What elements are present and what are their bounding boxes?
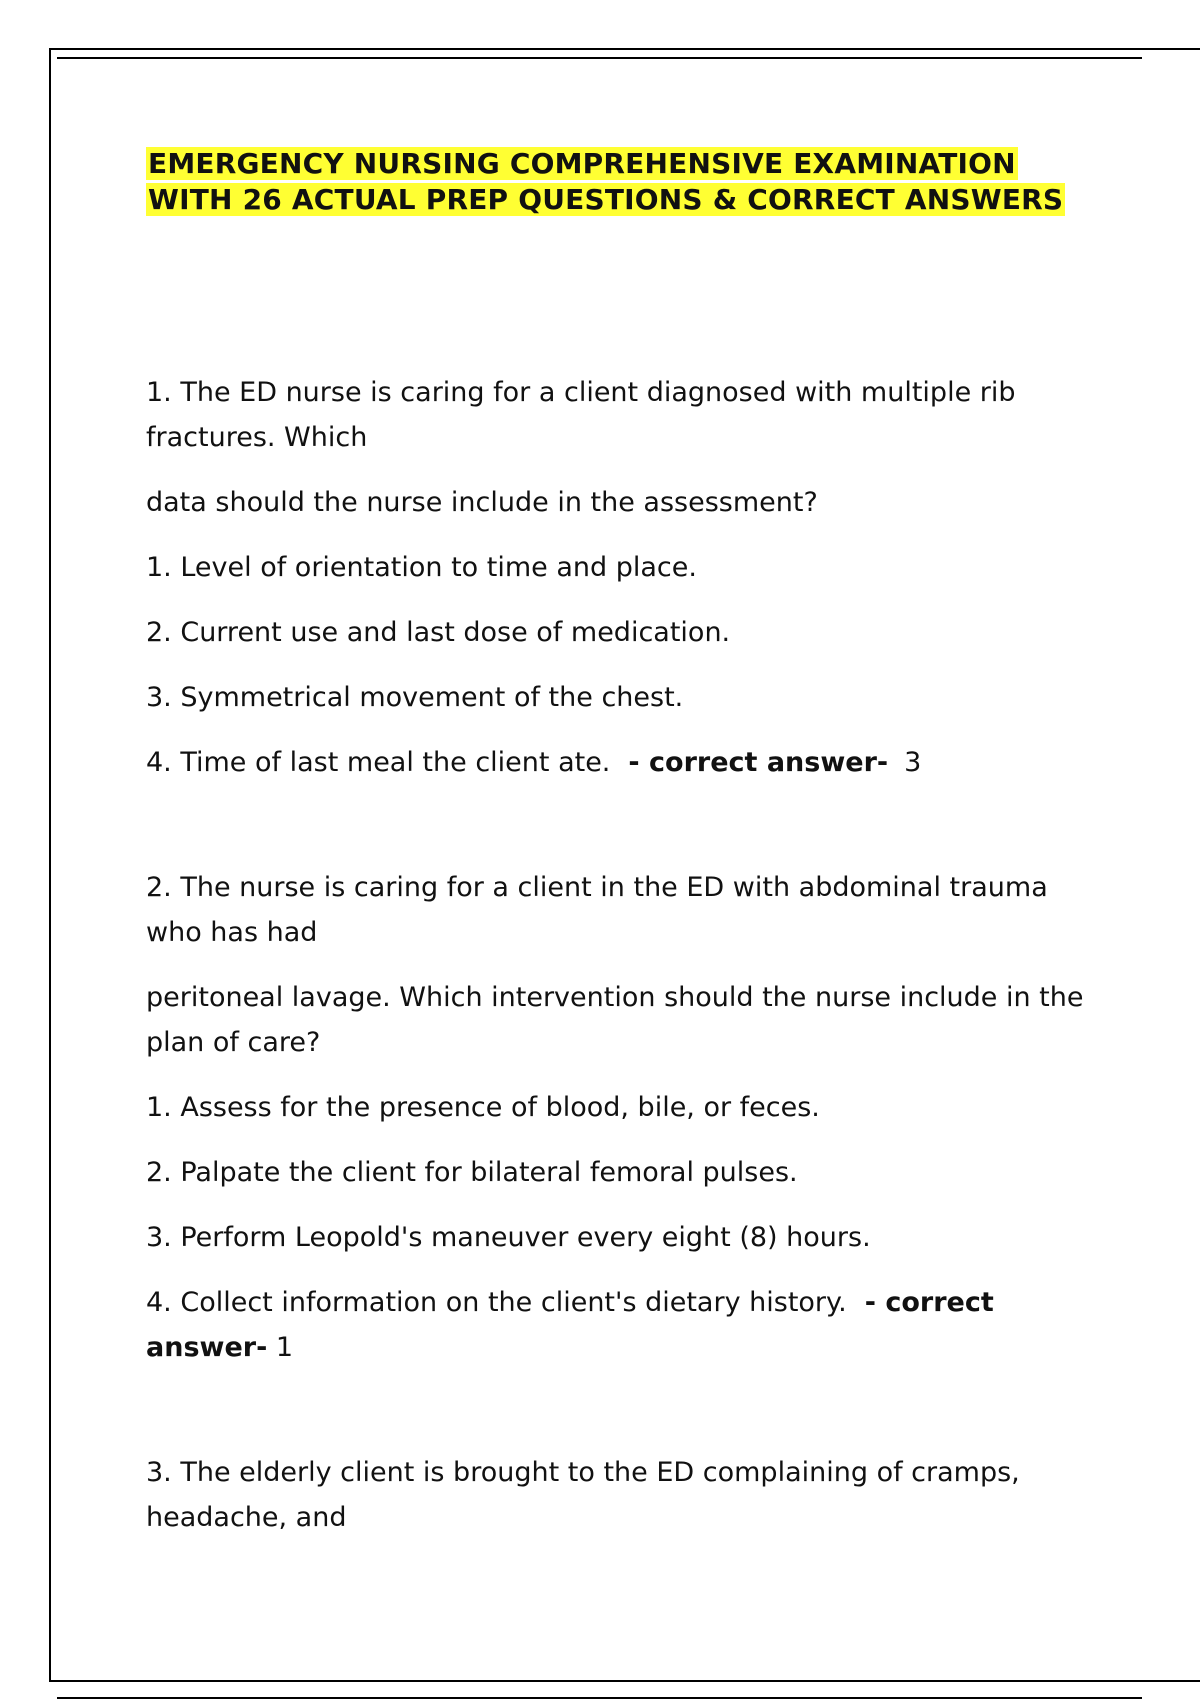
correct-answer-label: - correct answer- xyxy=(628,747,889,778)
question-stem: 3. The elderly client is brought to the ED complaining of cramps, headache, and xyxy=(146,1457,1020,1533)
question-stem: 1. The ED nurse is caring for a client diagnosed with multiple rib fractures. Which xyxy=(146,377,1016,453)
answer-option: 3. Perform Leopold's maneuver every eight (8) hours. xyxy=(146,1222,871,1253)
answer-option: 1. Assess for the presence of blood, bile, or feces. xyxy=(146,1092,820,1123)
top-rule xyxy=(57,57,1142,59)
correct-answer-value: 3 xyxy=(904,747,922,778)
answer-option: 3. Symmetrical movement of the chest. xyxy=(146,682,684,713)
answer-option-with-answer xyxy=(146,740,1091,785)
answer-option: 1. Level of orientation to time and place. xyxy=(146,552,697,583)
answer-option: 4. Collect information on the client's dietary history. xyxy=(146,1287,847,1318)
title-line-2: WITH 26 ACTUAL PREP QUESTIONS & CORRECT ANSWERS xyxy=(148,183,1064,216)
question-3 xyxy=(146,1450,1091,1540)
question-1 xyxy=(146,370,1091,785)
title-line-1: EMERGENCY NURSING COMPREHENSIVE EXAMINATION xyxy=(148,147,1016,180)
question-2 xyxy=(146,865,1091,1370)
bottom-rule xyxy=(57,1697,1142,1699)
answer-option-with-answer xyxy=(146,1280,1091,1370)
correct-answer-value: 1 xyxy=(275,1332,294,1363)
answer-option: 4. Time of last meal the client ate. xyxy=(146,747,611,778)
answer-option: 2. Palpate the client for bilateral femoral pulses. xyxy=(146,1157,798,1188)
correct-answer-label: - correct answer- xyxy=(146,1287,994,1363)
answer-option: 2. Current use and last dose of medication. xyxy=(146,617,731,648)
question-stem: 2. The nurse is caring for a client in the ED with abdominal trauma who has had xyxy=(146,872,1048,948)
question-list xyxy=(146,370,1091,1560)
question-stem-continued: data should the nurse include in the assessment? xyxy=(146,487,818,518)
question-stem-continued: peritoneal lavage. Which intervention should the nurse include in the plan of care? xyxy=(146,982,1084,1058)
document-title xyxy=(146,146,1086,218)
